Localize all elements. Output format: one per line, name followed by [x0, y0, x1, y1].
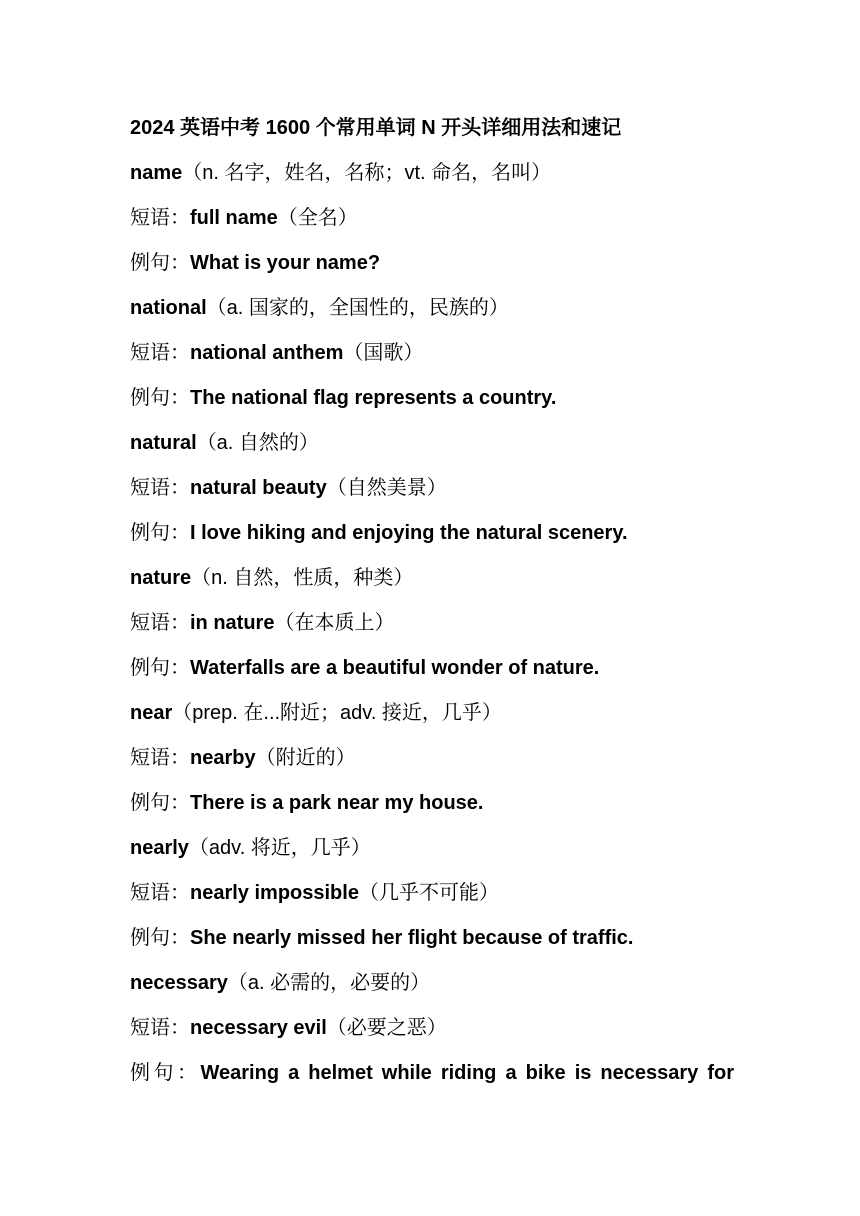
example-prefix: 例句： — [130, 792, 190, 814]
example-prefix: 例句： — [130, 657, 190, 679]
phrase-line — [130, 331, 734, 376]
word-entry-nearly — [130, 826, 734, 871]
phrase-prefix: 短语： — [130, 342, 190, 364]
phrase-line — [130, 871, 734, 916]
definition: （n. 名字，姓名，名称；vt. 命名，名叫） — [182, 162, 552, 184]
example-sentence: Waterfalls are a beautiful wonder of nature. — [190, 657, 600, 679]
example-sentence: What is your name? — [190, 252, 381, 274]
definition: （a. 自然的） — [196, 432, 319, 454]
word-entry-natural — [130, 421, 734, 466]
phrase-line — [130, 736, 734, 781]
example-sentence: There is a park near my house. — [190, 792, 484, 814]
example-sentence: I love hiking and enjoying the natural scenery. — [190, 522, 628, 544]
definition: （adv. 将近，几乎） — [188, 837, 371, 859]
definition: （a. 必需的，必要的） — [227, 972, 431, 994]
phrase-gloss: （全名） — [277, 207, 358, 229]
phrase-gloss: （几乎不可能） — [358, 882, 499, 904]
word-entry-nature — [130, 556, 734, 601]
phrase-prefix: 短语： — [130, 477, 190, 499]
phrase-prefix: 短语： — [130, 747, 190, 769]
headword: nature — [130, 567, 192, 589]
word-entry-name — [130, 151, 734, 196]
document-title: 2024 英语中考 1600 个常用单词 N 开头详细用法和速记 — [130, 117, 622, 139]
phrase-line — [130, 466, 734, 511]
phrase: national anthem — [190, 342, 344, 364]
phrase-line — [130, 196, 734, 241]
phrase-line — [130, 1006, 734, 1051]
example-prefix: 例句： — [130, 387, 190, 409]
definition: （a. 国家的，全国性的，民族的） — [206, 297, 509, 319]
phrase-line — [130, 601, 734, 646]
example-line — [130, 646, 734, 691]
headword: near — [130, 702, 173, 724]
example-line — [130, 916, 734, 961]
phrase-gloss: （必要之恶） — [326, 1017, 447, 1039]
phrase: nearby — [190, 747, 256, 769]
headword: national — [130, 297, 207, 319]
phrase-gloss: （在本质上） — [274, 612, 395, 634]
example-line — [130, 241, 734, 286]
example-sentence: Wearing a helmet while riding a bike is necessary for — [200, 1062, 734, 1084]
example-line — [130, 1051, 734, 1096]
example-line — [130, 781, 734, 826]
phrase-prefix: 短语： — [130, 882, 190, 904]
phrase: natural beauty — [190, 477, 327, 499]
headword: necessary — [130, 972, 228, 994]
phrase-prefix: 短语： — [130, 612, 190, 634]
document-body — [130, 106, 734, 1096]
phrase-gloss: （国歌） — [343, 342, 424, 364]
example-line — [130, 511, 734, 556]
example-prefix: 例句： — [130, 522, 190, 544]
phrase-gloss: （附近的） — [255, 747, 356, 769]
word-entry-necessary — [130, 961, 734, 1006]
phrase-prefix: 短语： — [130, 1017, 190, 1039]
word-entry-national — [130, 286, 734, 331]
example-sentence: The national flag represents a country. — [190, 387, 557, 409]
example-line — [130, 376, 734, 421]
phrase-gloss: （自然美景） — [326, 477, 447, 499]
definition: （prep. 在...附近；adv. 接近，几乎） — [172, 702, 502, 724]
phrase: necessary evil — [190, 1017, 327, 1039]
phrase: full name — [190, 207, 278, 229]
example-prefix: 例句： — [130, 252, 190, 274]
definition: （n. 自然，性质，种类） — [191, 567, 414, 589]
phrase-prefix: 短语： — [130, 207, 190, 229]
example-prefix: 例句： — [130, 927, 190, 949]
phrase: nearly impossible — [190, 882, 359, 904]
phrase: in nature — [190, 612, 275, 634]
example-sentence: She nearly missed her flight because of traffic. — [190, 927, 634, 949]
headword: name — [130, 162, 183, 184]
example-prefix: 例句： — [130, 1062, 201, 1084]
headword: nearly — [130, 837, 189, 859]
word-entry-near — [130, 691, 734, 736]
headword: natural — [130, 432, 197, 454]
